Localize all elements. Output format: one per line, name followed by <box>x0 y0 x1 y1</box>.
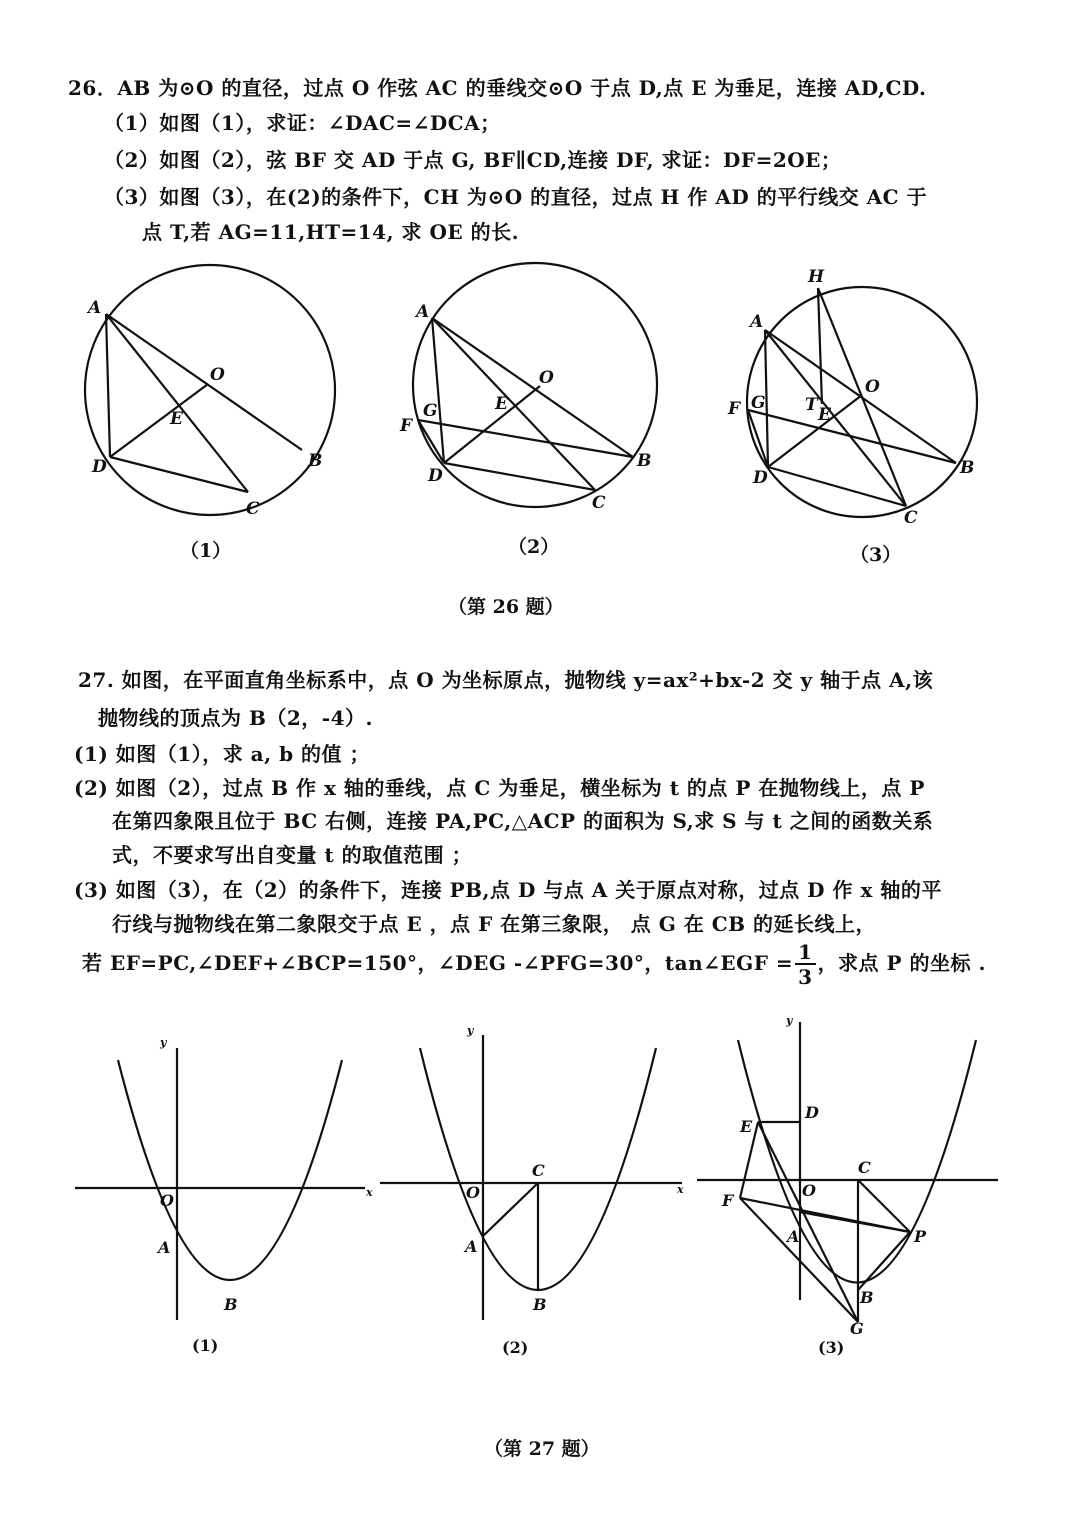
q26-fig3-label-B: B <box>960 458 975 478</box>
q27-fig3-label-A: A <box>787 1227 800 1246</box>
q26-fig2-circle <box>413 263 657 507</box>
q26-part1: （1）如图（1），求证：∠DAC=∠DCA； <box>104 111 501 135</box>
q26-fig2-seg-AD <box>432 318 444 463</box>
q27-fig3-seg-EG <box>758 1122 858 1322</box>
q27-fig3-y-label: y <box>786 1014 793 1027</box>
q26-fig3-seg-DC <box>768 467 906 506</box>
q27-caption: （第 27 题） <box>484 1438 600 1460</box>
q27-part3-condition: 若 EF=PC,∠DEF+∠BCP=150°，∠DEG -∠PFG=30°，tan∠EGF = <box>82 951 794 975</box>
q27-fig3-seg-FG <box>740 1198 858 1322</box>
q27-fig2-label-A: A <box>465 1237 478 1256</box>
q26-fig2-seg-AB <box>432 318 633 457</box>
q27-fig3-label-P: P <box>914 1227 927 1246</box>
q26-fig2-label-B: B <box>637 451 652 471</box>
q26-part3-line1: （3）如图（3），在(2)的条件下，CH 为⊙O 的直径，过点 H 作 AD 的平行线交 AC 于 <box>104 185 928 209</box>
tan-fraction-denominator: 3 <box>798 965 813 989</box>
q27-part3-ask: ，求点 P 的坐标 . <box>817 951 986 975</box>
q27-fig3-label-B: B <box>860 1288 874 1307</box>
q27-fig3-caption: (3) <box>818 1338 845 1357</box>
q26-part2: （2）如图（2），弦 BF 交 AD 于点 G, BF∥CD,连接 DF, 求证：DF=2OE； <box>104 148 842 172</box>
q26-fig3-seg-HT <box>818 288 822 404</box>
q27-title-line2: 抛物线的顶点为 B（2，-4）. <box>98 706 373 730</box>
q26-fig3-label-O: O <box>865 377 880 397</box>
q26-fig3-label-C: C <box>904 508 918 528</box>
q26-fig2-seg-DO <box>444 386 540 463</box>
q27-title: 27. 如图，在平面直角坐标系中，点 O 为坐标原点，抛物线 y=ax²+bx-2 交 y 轴于点 A,该 <box>78 668 934 692</box>
q26-fig1-label-B: B <box>308 451 323 471</box>
q26-fig3-label-T: T <box>805 395 818 415</box>
tan-fraction <box>795 942 815 987</box>
q27-fig1-caption: (1) <box>192 1336 219 1355</box>
q27-part3-line2: 行线与抛物线在第二象限交于点 E ，点 F 在第三象限， 点 G 在 CB 的延长线上， <box>112 912 877 936</box>
q26-fig3-circle <box>747 287 977 517</box>
q26-fig2-caption: （2） <box>508 536 560 558</box>
q26-fig1-label-C: C <box>246 499 260 519</box>
q26-fig2-label-O: O <box>539 368 554 388</box>
q27-fig3-seg-FP <box>740 1198 910 1232</box>
q27-fig2-parabola <box>420 1048 656 1290</box>
q26-fig1-seg-AB <box>106 314 302 450</box>
q27-fig1-y-label: y <box>160 1036 167 1049</box>
q26-fig2-seg-FB <box>418 420 633 457</box>
q26-fig3-label-D: D <box>753 468 768 488</box>
q27-part2-line3: 式，不要求写出自变量 t 的取值范围 ； <box>112 843 473 867</box>
q26-fig3-label-A: A <box>750 312 764 332</box>
q26-fig3-seg-AC <box>765 330 906 506</box>
q27-fig1-x-label: x <box>366 1186 373 1199</box>
tan-fraction-numerator: 1 <box>795 942 815 965</box>
q27-fig1-parabola <box>118 1060 342 1280</box>
q27-part3-line3 <box>82 942 986 987</box>
q27-fig3-parabola <box>738 1040 976 1283</box>
q26-fig1-seg-AC <box>106 314 248 492</box>
q27-fig3-seg-AP <box>800 1212 910 1232</box>
q27-fig2-label-B: B <box>533 1295 547 1314</box>
q26-fig2-label-G: G <box>423 401 438 421</box>
q27-fig2-x-label: x <box>677 1183 684 1196</box>
q26-fig1-caption: （1） <box>180 540 232 562</box>
q27-fig1-label-B: B <box>224 1295 238 1314</box>
q26-fig3-label-E: E <box>818 405 831 425</box>
q26-fig2-label-F: F <box>400 416 413 436</box>
q27-fig3-label-F: F <box>722 1191 734 1210</box>
q26-fig2-label-A: A <box>416 302 430 322</box>
q27-fig3-seg-PB <box>858 1232 910 1290</box>
q26-figures <box>0 0 1080 620</box>
q27-fig3-label-C: C <box>858 1158 871 1177</box>
q27-fig3-label-O: O <box>802 1181 816 1200</box>
q26-fig1-label-O: O <box>210 365 225 385</box>
q26-fig1-label-E: E <box>170 409 183 429</box>
q27-fig3-label-G: G <box>850 1319 864 1338</box>
q27-fig3-seg-EF <box>740 1122 758 1198</box>
q26-fig3-seg-FB <box>748 410 956 463</box>
q26-fig3-seg-HC <box>818 288 906 506</box>
q27-fig2-caption: (2) <box>502 1338 529 1357</box>
q27-part2-line1: (2) 如图（2），过点 B 作 x 轴的垂线，点 C 为垂足，横坐标为 t 的点 P 在抛物线上，点 P <box>74 776 925 800</box>
q26-fig3-label-G: G <box>751 393 766 413</box>
q26-fig2-label-E: E <box>495 394 508 414</box>
q27-fig3-label-D: D <box>805 1103 819 1122</box>
q26-fig2-label-D: D <box>428 466 443 486</box>
q27-fig3-label-E: E <box>740 1117 753 1136</box>
q27-fig3-seg-CP <box>858 1180 910 1232</box>
q26-caption: （第 26 题） <box>448 596 564 618</box>
q26-fig1-label-D: D <box>92 457 107 477</box>
q27-part1: (1) 如图（1），求 a, b 的值 ； <box>74 742 370 766</box>
q27-fig2-label-C: C <box>532 1161 545 1180</box>
q26-fig3-seg-FD <box>748 410 768 467</box>
q27-fig1-label-O: O <box>160 1191 174 1210</box>
q27-part3-line1: (3) 如图（3），在（2）的条件下，连接 PB,点 D 与点 A 关于原点对称，过点 D 作 x 轴的平 <box>74 878 942 902</box>
q26-part3-line2: 点 T,若 AG=11,HT=14, 求 OE 的长. <box>142 220 520 244</box>
q27-fig2-y-label: y <box>467 1024 474 1037</box>
q27-fig2-seg-CA <box>483 1183 538 1236</box>
q27-fig2-label-O: O <box>466 1183 480 1202</box>
q26-fig3-label-F: F <box>728 399 741 419</box>
q26-fig1-seg-AD <box>106 314 110 457</box>
q27-fig1-label-A: A <box>158 1238 171 1257</box>
q26-fig1-circle <box>85 265 335 515</box>
q26-title: 26．AB 为⊙O 的直径，过点 O 作弦 AC 的垂线交⊙O 于点 D,点 E 为垂足，连接 AD,CD. <box>68 76 927 100</box>
q26-fig3-label-H: H <box>808 267 825 287</box>
q26-fig1-seg-DO <box>110 384 208 457</box>
q26-fig2-label-C: C <box>592 493 606 513</box>
q26-fig1-label-A: A <box>88 298 102 318</box>
q26-fig3-caption: （3） <box>850 544 902 566</box>
q27-part2-line2: 在第四象限且位于 BC 右侧，连接 PA,PC,△ACP 的面积为 S,求 S 与 t 之间的函数关系 <box>112 809 934 833</box>
